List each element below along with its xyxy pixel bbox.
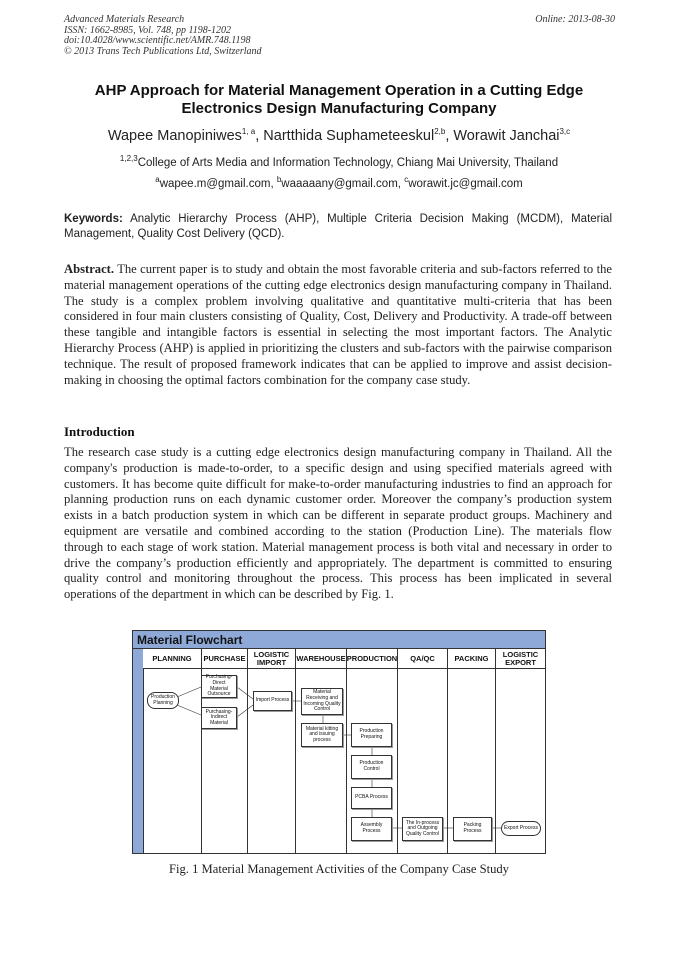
affiliation-text: College of Arts Media and Information Technology, Chiang Mai University, Thailand bbox=[137, 157, 559, 169]
author-list: Wapee Manopiniwes$^{1, a}$, Nartthida Suphameteeskul$^{2,b}$, Worawit Janchai$^{3,c}$ bbox=[107, 127, 571, 144]
title-line-1: AHP Approach for Material Management Operation in a Cutting Edge bbox=[94, 82, 584, 99]
lane-header-packing: PACKING bbox=[448, 649, 496, 669]
node-purchasing-indirect-material: Purchasing-Indirect Material bbox=[201, 707, 237, 729]
issn-line: ISSN: 1662-8985, Vol. 748, pp 1198-1202 bbox=[64, 24, 232, 36]
doi-line: doi:10.4028/www.scientific.net/AMR.748.1198 bbox=[64, 35, 251, 46]
email-sup: a bbox=[155, 175, 160, 185]
abstract-label: Abstract. bbox=[64, 262, 115, 276]
flowchart-title: Material Flowchart bbox=[133, 631, 545, 649]
author-sup: 1, a bbox=[241, 127, 256, 137]
node-production-control: Production Control bbox=[351, 755, 392, 779]
node-material-receiving: Material Receiving and Incoming Quality Control bbox=[301, 688, 343, 715]
author-sup: 2,b bbox=[434, 127, 446, 137]
email-address[interactable]: wapee.m@gmail.com bbox=[159, 178, 271, 190]
figure-caption: Fig. 1 Material Management Activities of the Company Case Study bbox=[169, 862, 509, 876]
material-flowchart-figure bbox=[132, 630, 546, 854]
journal-name: Advanced Materials Research bbox=[64, 14, 185, 25]
connector bbox=[177, 687, 201, 697]
lane-header-qa-qc: QA/QC bbox=[398, 649, 448, 669]
lane-header-planning: PLANNING bbox=[143, 649, 202, 669]
lane-header-logistic-import: LOGISTIC IMPORT bbox=[248, 649, 296, 669]
affiliation-sup: 1,2,3 bbox=[119, 154, 138, 164]
connector bbox=[237, 705, 253, 717]
copyright-line: © 2013 Trans Tech Publications Ltd, Switzerland bbox=[64, 45, 262, 57]
node-import-process: Import Process bbox=[253, 691, 292, 711]
node-inprocess-qc: The In-process and Outgoing Quality Control bbox=[402, 817, 443, 841]
keywords-label: Keywords: bbox=[64, 213, 123, 225]
node-export-process: Export Process bbox=[501, 821, 541, 836]
email-address[interactable]: worawit.jc@gmail.com bbox=[408, 178, 523, 190]
author-name: Nartthida Suphameteeskul bbox=[263, 128, 435, 144]
node-packing-process: Packing Process bbox=[453, 817, 492, 841]
connector bbox=[177, 705, 201, 715]
keywords-text: Analytic Hierarchy Process (AHP), Multiple Criteria Decision Making (MCDM), Material Management, Quality Cost Delivery (QCD). bbox=[64, 213, 613, 240]
lane-header-logistic-export: LOGISTIC EXPORT bbox=[496, 649, 545, 669]
author-sup: 3,c bbox=[559, 127, 571, 137]
author-name: Worawit Janchai bbox=[453, 128, 560, 144]
online-date: Online: 2013-08-30 bbox=[535, 14, 615, 25]
affiliation bbox=[20, 156, 658, 170]
abstract-text: The current paper is to study and obtain the most favorable criteria and sub-factors referred to the material management operations of the cutting edge electronics design manufacturing company in Thailand. The study is a complex problem involving qualitative and quantitative multi-criteria that has been considered in four main clusters consisting of Quality, Cost, Delivery and Productivity. A trade-off between these tangible and intangible factors is essential in selecting the most important factors. The Analytic Hierarchy Process (AHP) is applied in prioritizing the clusters and sub-factors with the pairwise comparison technique. The result of proposed framework indicates that can be applied to improve and assist decision-making in choosing the optimal factors combination for the company case study. bbox=[64, 262, 613, 387]
introduction-paragraph: The research case study is a cutting edge electronics design manufacturing company in Thailand. All the company's production is made-to-order, to a specific design and using specified materials agreed with customers. It has become quite difficult for make-to-order manufacturing industries to find an approach for planning production runs on each dynamic customer order. Moreover the company’s production system exists in a batch production system in which can be different in separate product groups. Machinery and equipment are versatile and combined according to the station (Production Line). The materials flow through to each stage of work station. Material management process is both vital and necessary in order to drive the company’s production efficiently and appropriately. The department is committed to ensuring quality control and monitoring throughout the process. This process has been implicated in several operations of the department in which can be described by Fig. 1. bbox=[64, 445, 612, 602]
lane-header-warehouse: WAREHOUSE bbox=[296, 649, 347, 669]
paper-title bbox=[40, 82, 638, 118]
node-assembly-process: Assembly Process bbox=[351, 817, 392, 841]
lane-header-production: PRODUCTION bbox=[347, 649, 398, 669]
email-sup: b bbox=[276, 175, 282, 185]
connector bbox=[237, 687, 253, 699]
keywords bbox=[64, 212, 612, 242]
node-material-kitting: Material kitting and issuing process bbox=[301, 723, 343, 747]
node-production-planning: Production Planning bbox=[147, 692, 179, 709]
email-sup: c bbox=[404, 175, 409, 185]
lane-header-purchase: PURCHASE bbox=[202, 649, 248, 669]
author-name: Wapee Manopiniwes bbox=[107, 128, 242, 144]
email-address[interactable]: waaaaany@gmail.com bbox=[281, 178, 398, 190]
title-line-2: Electronics Design Manufacturing Company bbox=[181, 100, 497, 117]
node-pcba-process: PCBA Process bbox=[351, 787, 392, 809]
section-heading-introduction: Introduction bbox=[64, 424, 135, 439]
abstract bbox=[64, 262, 612, 388]
email-list: $^a$wapee.m@gmail.com, $^b$waaaaany@gmail.com, $^c$worawit.jc@gmail.com bbox=[155, 175, 523, 190]
journal-header bbox=[64, 15, 262, 57]
node-production-preparing: Production Preparing bbox=[351, 723, 392, 747]
node-purchasing-direct-material: Purchasing-Direct Material Outsource bbox=[201, 675, 237, 698]
